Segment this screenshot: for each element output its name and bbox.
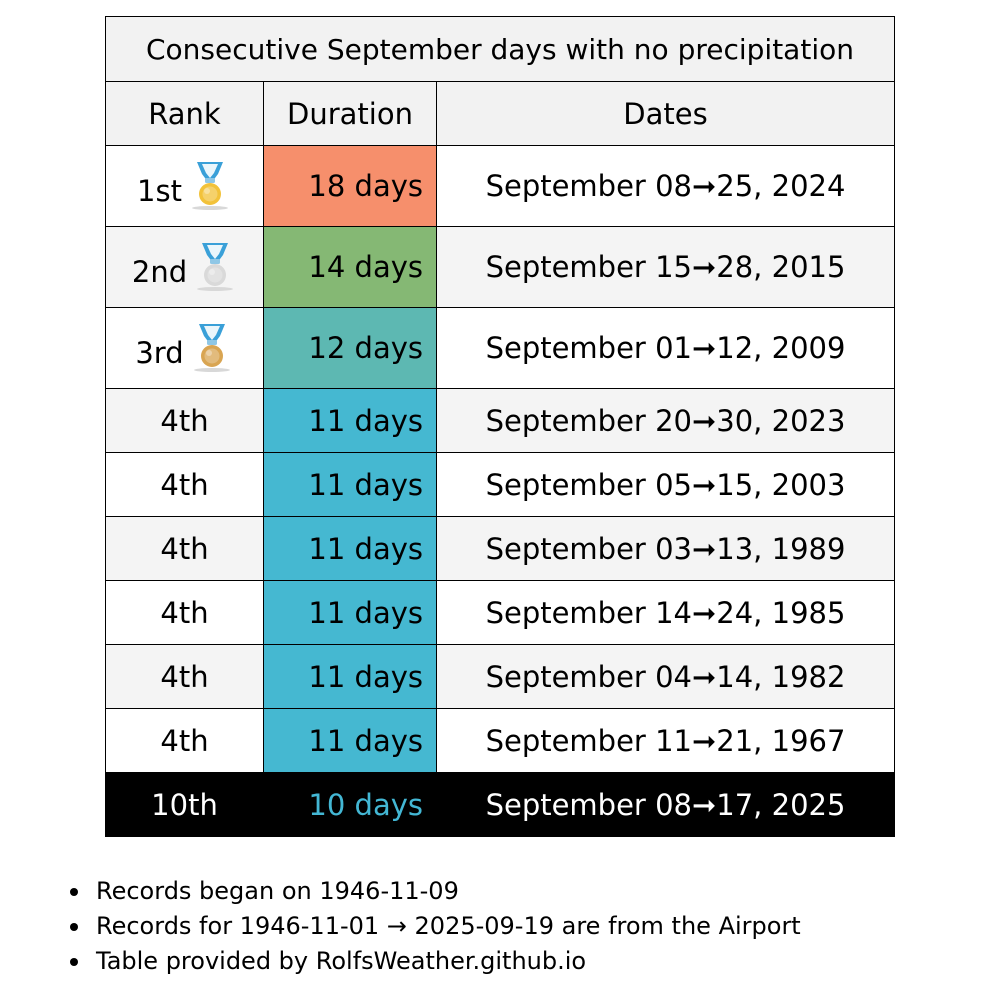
rank-with-medal [132,241,237,293]
duration-cell: 11 days [264,517,437,581]
dates-cell: September 15➞28, 2015 [437,227,895,308]
table-row-current [106,773,895,837]
table-row [106,645,895,709]
rank-cell: 4th [106,581,264,645]
notes-list [70,874,801,979]
rank-cell: 4th [106,389,264,453]
rank-cell: 4th [106,709,264,773]
rank-cell: 10th [106,773,264,837]
table-row [106,227,895,308]
silver-medal-icon [193,241,237,293]
table-row [106,709,895,773]
rank-cell: 4th [106,645,264,709]
header-row [106,82,895,146]
bullet-icon [70,958,78,966]
rank-cell [106,227,264,308]
table-row [106,308,895,389]
bronze-medal-icon [190,322,234,374]
records-table [105,16,895,837]
duration-cell: 11 days [264,453,437,517]
rank-with-medal [135,322,233,374]
note-item [70,944,801,979]
header-dates: Dates [437,82,895,146]
dates-cell: September 03➞13, 1989 [437,517,895,581]
duration-cell: 11 days [264,645,437,709]
dates-cell: September 01➞12, 2009 [437,308,895,389]
duration-cell: 18 days [264,146,437,227]
bullet-icon [70,888,78,896]
rank-cell: 4th [106,453,264,517]
dates-cell: September 14➞24, 1985 [437,581,895,645]
duration-cell: 11 days [264,709,437,773]
note-item [70,874,801,909]
table-body [106,146,895,837]
table-row [106,517,895,581]
rank-cell [106,146,264,227]
dates-cell: September 05➞15, 2003 [437,453,895,517]
rank-cell: 4th [106,517,264,581]
note-text: Records began on 1946-11-09 [96,877,459,905]
note-item [70,909,801,944]
rank-label: 1st [137,174,182,208]
table-row [106,389,895,453]
table-title: Consecutive September days with no precipitation [106,17,895,82]
duration-cell: 11 days [264,389,437,453]
note-text: Table provided by RolfsWeather.github.io [96,947,587,975]
title-row [106,17,895,82]
dates-cell: September 04➞14, 1982 [437,645,895,709]
header-rank: Rank [106,82,264,146]
dates-cell: September 08➞17, 2025 [437,773,895,837]
duration-cell: 11 days [264,581,437,645]
rank-label: 2nd [131,255,188,289]
note-text: Records for 1946-11-01 → 2025-09-19 are from the Airport [96,912,801,940]
rank-with-medal [137,160,232,212]
dates-cell: September 08➞25, 2024 [437,146,895,227]
duration-cell: 10 days [264,773,437,837]
rank-cell [106,308,264,389]
dates-cell: September 20➞30, 2023 [437,389,895,453]
rank-label: 3rd [135,336,184,370]
table-row [106,581,895,645]
duration-cell: 12 days [264,308,437,389]
dates-cell: September 11➞21, 1967 [437,709,895,773]
duration-cell: 14 days [264,227,437,308]
gold-medal-icon [188,160,232,212]
header-duration: Duration [264,82,437,146]
table-row [106,146,895,227]
table-row [106,453,895,517]
bullet-icon [70,923,78,931]
